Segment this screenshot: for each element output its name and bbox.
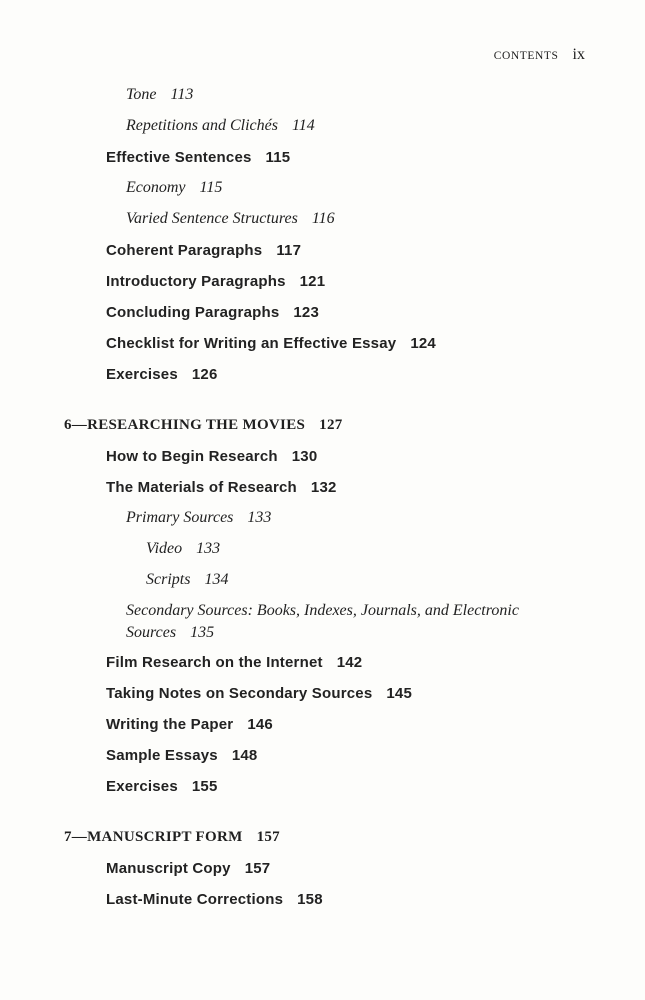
toc-entry-title: Taking Notes on Secondary Sources [106, 685, 373, 702]
toc-entry-page: 113 [170, 86, 194, 103]
toc-entry [106, 479, 337, 496]
running-head-label: CONTENTS [493, 50, 559, 62]
toc-entry-title: Economy [126, 179, 186, 196]
toc-entry [126, 600, 526, 644]
toc-entry-title: How to Begin Research [106, 448, 278, 465]
toc-entry-page: 133 [196, 540, 221, 557]
toc-entry [106, 778, 218, 795]
toc-entry-title: Scripts [146, 571, 191, 588]
toc-entry [126, 86, 193, 104]
toc-chapter-heading [64, 829, 280, 846]
toc-entry [106, 149, 290, 166]
toc-entry [126, 210, 335, 228]
toc-entry [106, 448, 317, 465]
toc-entry [106, 860, 270, 877]
toc-entry-title: Manuscript Copy [106, 860, 231, 877]
toc-entry [126, 509, 271, 527]
toc-entry-page: 133 [247, 509, 272, 526]
toc-entry-title: The Materials of Research [106, 479, 297, 496]
toc-entry [106, 304, 319, 321]
toc-entry-page: 142 [336, 654, 363, 671]
toc-entry-title: Sample Essays [106, 747, 218, 764]
toc-entry-page: 121 [299, 273, 326, 290]
toc-entry-page: 127 [319, 417, 343, 433]
toc-entry-title: Concluding Paragraphs [106, 304, 280, 321]
toc-entry [126, 179, 222, 197]
toc-entry [106, 273, 325, 290]
toc-entry-title: Video [146, 540, 183, 557]
toc-entry-page: 157 [244, 860, 271, 877]
toc-entry [106, 654, 362, 671]
toc-entry-page: 155 [191, 778, 218, 795]
toc-entry-title: Last-Minute Corrections [106, 891, 284, 908]
toc-entry-page: 115 [199, 179, 223, 196]
toc-entry-page: 116 [311, 210, 335, 227]
toc-entry-title: Exercises [106, 366, 178, 383]
toc-entry-title: 6—RESEARCHING THE MOVIES [64, 417, 306, 433]
toc-entry-title: Coherent Paragraphs [106, 242, 263, 259]
toc-entry-page: 124 [410, 335, 436, 352]
toc-entry [106, 242, 301, 259]
toc-entry-page: 123 [293, 304, 320, 321]
toc-entry-page: 158 [297, 891, 323, 908]
toc-entry [106, 366, 218, 383]
toc-entry [106, 335, 436, 352]
toc-entry-page: 115 [265, 149, 291, 166]
toc-entry [106, 891, 323, 908]
toc-entry [106, 685, 412, 702]
toc-entry-page: 148 [231, 747, 258, 764]
toc-entry-title: Film Research on the Internet [106, 654, 323, 671]
toc-entry-title: Secondary Sources: Books, Indexes, Journals, and Electronic Sources [126, 602, 519, 641]
toc-entry-title: 7—MANUSCRIPT FORM [64, 829, 243, 845]
toc-entry-title: Writing the Paper [106, 716, 234, 733]
toc-entry-title: Exercises [106, 778, 178, 795]
toc-entry [106, 747, 257, 764]
toc-entry [146, 540, 220, 558]
toc-entry-page: 114 [291, 117, 315, 134]
toc-entry-title: Varied Sentence Structures [126, 210, 298, 227]
toc-entry-title: Primary Sources [126, 509, 234, 526]
toc-entry-page: 132 [310, 479, 337, 496]
toc-entry-page: 126 [191, 366, 218, 383]
toc-entry [126, 117, 315, 135]
toc-entry [106, 716, 273, 733]
toc-entry-page: 146 [247, 716, 273, 733]
toc-entry-title: Introductory Paragraphs [106, 273, 286, 290]
toc-entry-title: Repetitions and Clichés [126, 117, 278, 134]
toc-chapter-heading [64, 417, 343, 434]
toc-entry-page: 157 [256, 829, 280, 845]
running-head [494, 46, 585, 64]
toc-entry [146, 571, 228, 589]
page-number: ix [572, 46, 585, 63]
toc-entry-page: 145 [386, 685, 413, 702]
toc-entry-page: 117 [276, 242, 302, 259]
toc-entry-title: Checklist for Writing an Effective Essay [106, 335, 397, 352]
toc-entry-title: Effective Sentences [106, 149, 252, 166]
toc-entry-page: 134 [204, 571, 229, 588]
toc-entry-title: Tone [126, 86, 157, 103]
toc-entry-page: 130 [291, 448, 318, 465]
toc-entry-page: 135 [190, 624, 215, 641]
